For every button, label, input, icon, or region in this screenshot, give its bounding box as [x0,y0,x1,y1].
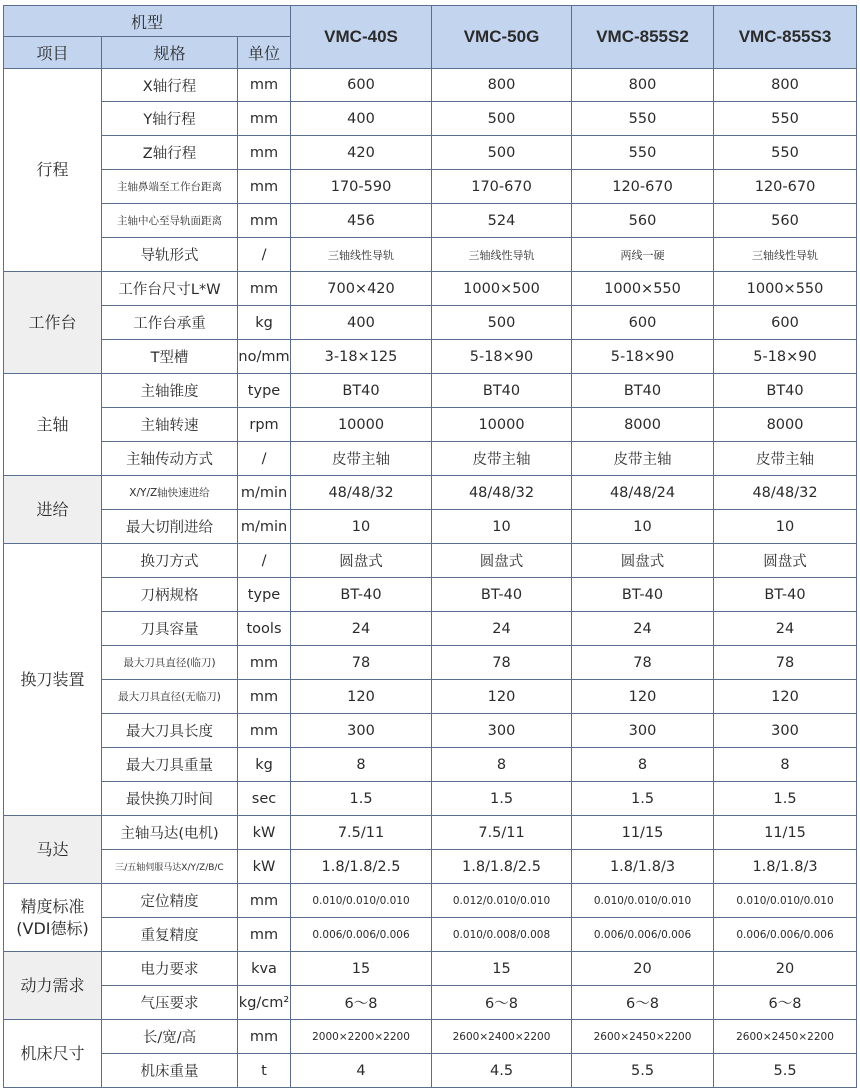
value-cell: 8000 [572,408,714,442]
table-row [4,1020,857,1054]
item-label: 项目 [4,37,102,69]
value-cell: 皮带主轴 [572,442,714,476]
table-row [4,714,857,748]
value-cell: 48/48/32 [291,476,432,510]
spec-cell: 最大切削进给 [102,510,238,544]
unit-cell: rpm [238,408,291,442]
unit-label: 单位 [238,37,291,69]
value-cell: 3-18×125 [291,340,432,374]
value-cell: 300 [291,714,432,748]
unit-cell: sec [238,782,291,816]
spec-cell: 电力要求 [102,952,238,986]
value-cell: 120-670 [714,170,857,204]
value-cell: 78 [572,646,714,680]
table-row [4,544,857,578]
spec-cell: T型槽 [102,340,238,374]
value-cell: 120 [291,680,432,714]
value-cell: 6～8 [432,986,572,1020]
spec-cell: 最大刀具重量 [102,748,238,782]
unit-cell: no/mm [238,340,291,374]
spec-cell: 最大刀具长度 [102,714,238,748]
value-cell: 78 [432,646,572,680]
table-row [4,986,857,1020]
spec-cell: X轴行程 [102,69,238,102]
value-cell: 500 [432,102,572,136]
table-row [4,340,857,374]
value-cell: 500 [432,136,572,170]
value-cell: 1000×500 [432,272,572,306]
value-cell: 6～8 [572,986,714,1020]
unit-cell: mm [238,680,291,714]
unit-cell: mm [238,170,291,204]
value-cell: 圆盘式 [572,544,714,578]
unit-cell: m/min [238,510,291,544]
group-label: 主轴 [4,374,102,476]
table-row [4,918,857,952]
value-cell: 600 [714,306,857,340]
table-row [4,374,857,408]
table-row [4,952,857,986]
value-cell: 4 [291,1054,432,1088]
value-cell: BT-40 [714,578,857,612]
value-cell: 1.5 [572,782,714,816]
table-row [4,170,857,204]
value-cell: 10 [714,510,857,544]
value-cell: 6～8 [291,986,432,1020]
value-cell: 5.5 [714,1054,857,1088]
value-cell: 0.006/0.006/0.006 [572,918,714,952]
value-cell: 2000×2200×2200 [291,1020,432,1054]
spec-cell: 主轴转速 [102,408,238,442]
unit-cell: mm [238,714,291,748]
spec-cell: 最快换刀时间 [102,782,238,816]
table-row [4,782,857,816]
value-cell: 两线一硬 [572,238,714,272]
value-cell: 15 [432,952,572,986]
group-label: 马达 [4,816,102,884]
spec-cell: 主轴中心至导轨面距离 [102,204,238,238]
unit-cell: kW [238,850,291,884]
value-cell: 5.5 [572,1054,714,1088]
table-row [4,204,857,238]
value-cell: 550 [572,102,714,136]
value-cell: 0.006/0.006/0.006 [291,918,432,952]
value-cell: 456 [291,204,432,238]
spec-cell: 刀具容量 [102,612,238,646]
value-cell: 皮带主轴 [432,442,572,476]
value-cell: 1.8/1.8/2.5 [432,850,572,884]
value-cell: 560 [714,204,857,238]
table-row [4,646,857,680]
value-cell: 2600×2450×2200 [572,1020,714,1054]
table-row [4,476,857,510]
table-row [4,816,857,850]
unit-cell: / [238,442,291,476]
value-cell: 48/48/24 [572,476,714,510]
model-header: VMC-855S3 [714,6,857,69]
spec-cell: 换刀方式 [102,544,238,578]
unit-cell: kva [238,952,291,986]
spec-cell: 重复精度 [102,918,238,952]
value-cell: 400 [291,102,432,136]
value-cell: 1.8/1.8/2.5 [291,850,432,884]
table-row [4,306,857,340]
value-cell: 2600×2450×2200 [714,1020,857,1054]
value-cell: 0.010/0.010/0.010 [291,884,432,918]
unit-cell: mm [238,204,291,238]
model-header: VMC-40S [291,6,432,69]
table-header [4,6,857,69]
spec-cell: Z轴行程 [102,136,238,170]
unit-cell: mm [238,884,291,918]
value-cell: 170-670 [432,170,572,204]
unit-cell: kW [238,816,291,850]
value-cell: 20 [572,952,714,986]
table-row [4,442,857,476]
spec-cell: 刀柄规格 [102,578,238,612]
value-cell: 120 [572,680,714,714]
value-cell: 550 [714,102,857,136]
unit-cell: type [238,578,291,612]
spec-cell: 定位精度 [102,884,238,918]
value-cell: 24 [432,612,572,646]
value-cell: 1000×550 [714,272,857,306]
value-cell: 524 [432,204,572,238]
value-cell: 10 [572,510,714,544]
value-cell: 1.8/1.8/3 [572,850,714,884]
value-cell: 圆盘式 [432,544,572,578]
table-body [4,69,857,1088]
value-cell: 24 [714,612,857,646]
spec-cell: 主轴传动方式 [102,442,238,476]
table-row [4,69,857,102]
spec-cell: 导轨形式 [102,238,238,272]
value-cell: 1.5 [291,782,432,816]
unit-cell: mm [238,1020,291,1054]
value-cell: 400 [291,306,432,340]
table-row [4,612,857,646]
spec-cell: X/Y/Z轴快速进给 [102,476,238,510]
value-cell: BT40 [572,374,714,408]
value-cell: 170-590 [291,170,432,204]
table-row [4,238,857,272]
value-cell: 0.010/0.010/0.010 [714,884,857,918]
value-cell: BT40 [432,374,572,408]
value-cell: 600 [572,306,714,340]
value-cell: 300 [714,714,857,748]
unit-cell: mm [238,69,291,102]
spec-cell: 工作台尺寸L*W [102,272,238,306]
spec-cell: 气压要求 [102,986,238,1020]
value-cell: 550 [714,136,857,170]
value-cell: 1.8/1.8/3 [714,850,857,884]
value-cell: 7.5/11 [291,816,432,850]
spec-label: 规格 [102,37,238,69]
value-cell: 48/48/32 [714,476,857,510]
value-cell: 800 [572,69,714,102]
value-cell: 8 [714,748,857,782]
value-cell: 0.012/0.010/0.010 [432,884,572,918]
value-cell: 4.5 [432,1054,572,1088]
value-cell: 560 [572,204,714,238]
value-cell: 5-18×90 [432,340,572,374]
value-cell: 10 [432,510,572,544]
value-cell: 800 [432,69,572,102]
value-cell: 15 [291,952,432,986]
value-cell: 11/15 [572,816,714,850]
value-cell: BT-40 [291,578,432,612]
unit-cell: mm [238,272,291,306]
value-cell: 600 [291,69,432,102]
unit-cell: mm [238,136,291,170]
value-cell: 10 [291,510,432,544]
value-cell: 7.5/11 [432,816,572,850]
value-cell: 皮带主轴 [291,442,432,476]
group-label: 动力需求 [4,952,102,1020]
value-cell: 2600×2400×2200 [432,1020,572,1054]
model-label: 机型 [4,6,291,37]
table-row [4,850,857,884]
unit-cell: mm [238,918,291,952]
value-cell: 圆盘式 [714,544,857,578]
value-cell: 48/48/32 [432,476,572,510]
unit-cell: type [238,374,291,408]
unit-cell: / [238,238,291,272]
table-row [4,510,857,544]
unit-cell: m/min [238,476,291,510]
unit-cell: kg [238,748,291,782]
group-label: 工作台 [4,272,102,374]
value-cell: 500 [432,306,572,340]
unit-cell: kg/cm² [238,986,291,1020]
unit-cell: tools [238,612,291,646]
value-cell: 8 [572,748,714,782]
value-cell: 6～8 [714,986,857,1020]
value-cell: BT-40 [432,578,572,612]
spec-table [3,5,857,1088]
value-cell: 120-670 [572,170,714,204]
value-cell: BT40 [714,374,857,408]
spec-cell: 最大刀具直径(临刀) [102,646,238,680]
value-cell: 24 [291,612,432,646]
value-cell: 8 [432,748,572,782]
value-cell: 20 [714,952,857,986]
table-row [4,1054,857,1088]
model-header: VMC-855S2 [572,6,714,69]
value-cell: 120 [714,680,857,714]
spec-cell: 工作台承重 [102,306,238,340]
table-row [4,748,857,782]
model-header: VMC-50G [432,6,572,69]
table-row [4,136,857,170]
group-label: 进给 [4,476,102,544]
spec-cell: 最大刀具直径(无临刀) [102,680,238,714]
value-cell: 78 [714,646,857,680]
value-cell: 550 [572,136,714,170]
group-label: 机床尺寸 [4,1020,102,1088]
spec-cell: 机床重量 [102,1054,238,1088]
value-cell: 三轴线性导轨 [714,238,857,272]
value-cell: 700×420 [291,272,432,306]
value-cell: 1000×550 [572,272,714,306]
value-cell: 5-18×90 [714,340,857,374]
value-cell: 5-18×90 [572,340,714,374]
spec-cell: 主轴鼻端至工作台距离 [102,170,238,204]
unit-cell: mm [238,646,291,680]
value-cell: BT-40 [572,578,714,612]
value-cell: 300 [432,714,572,748]
spec-cell: 长/宽/高 [102,1020,238,1054]
unit-cell: kg [238,306,291,340]
value-cell: 8 [291,748,432,782]
group-label: 换刀装置 [4,544,102,816]
value-cell: 420 [291,136,432,170]
table-row [4,884,857,918]
value-cell: 皮带主轴 [714,442,857,476]
value-cell: 三轴线性导轨 [291,238,432,272]
table-row [4,102,857,136]
value-cell: 800 [714,69,857,102]
group-label: 精度标准 (VDI德标) [4,884,102,952]
spec-cell: 主轴马达(电机) [102,816,238,850]
spec-cell: 三/五轴伺服马达X/Y/Z/B/C [102,850,238,884]
value-cell: 1.5 [432,782,572,816]
spec-cell: 主轴锥度 [102,374,238,408]
value-cell: 0.006/0.006/0.006 [714,918,857,952]
unit-cell: t [238,1054,291,1088]
value-cell: 10000 [291,408,432,442]
value-cell: 11/15 [714,816,857,850]
value-cell: 10000 [432,408,572,442]
table-row [4,272,857,306]
value-cell: 1.5 [714,782,857,816]
value-cell: 0.010/0.008/0.008 [432,918,572,952]
value-cell: 0.010/0.010/0.010 [572,884,714,918]
spec-cell: Y轴行程 [102,102,238,136]
value-cell: 24 [572,612,714,646]
value-cell: 三轴线性导轨 [432,238,572,272]
table-row [4,408,857,442]
unit-cell: mm [238,102,291,136]
value-cell: 300 [572,714,714,748]
table-row [4,578,857,612]
group-label: 行程 [4,69,102,272]
value-cell: 78 [291,646,432,680]
value-cell: 120 [432,680,572,714]
value-cell: BT40 [291,374,432,408]
value-cell: 8000 [714,408,857,442]
value-cell: 圆盘式 [291,544,432,578]
unit-cell: / [238,544,291,578]
table-row [4,680,857,714]
